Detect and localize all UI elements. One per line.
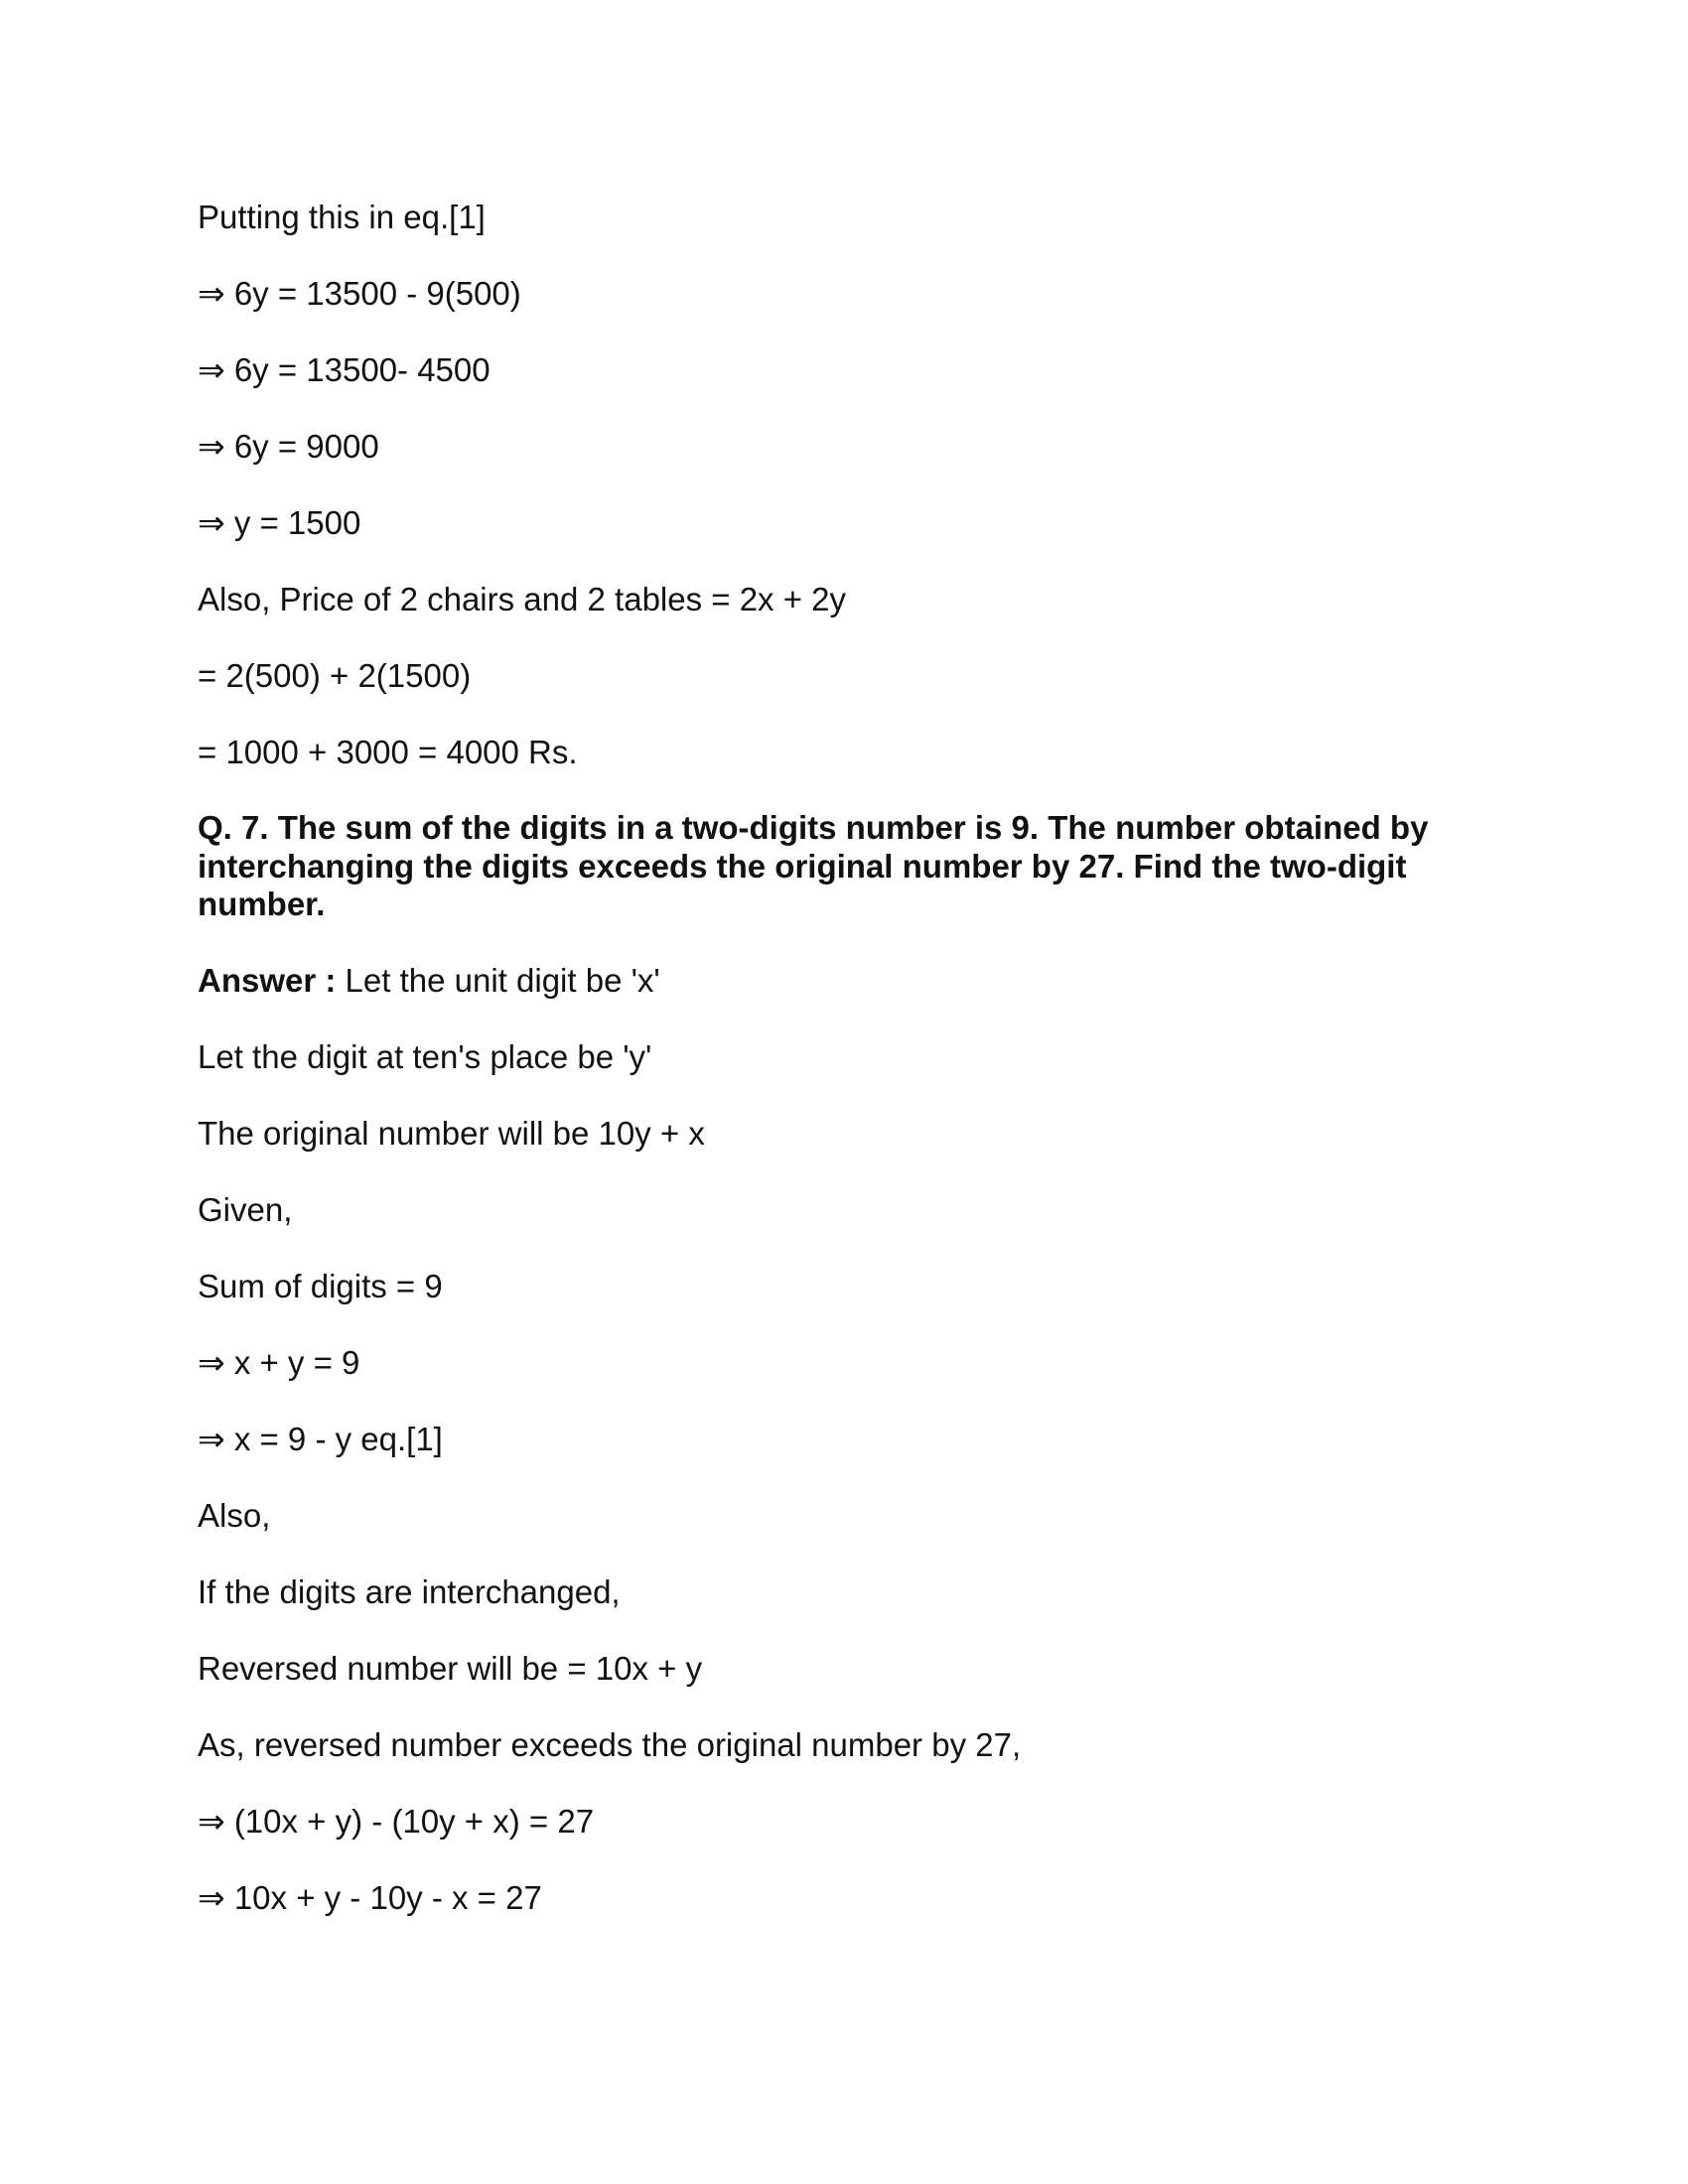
text-line: Let the digit at ten's place be 'y'	[198, 1038, 652, 1075]
text-line: Reversed number will be = 10x + y	[198, 1650, 703, 1687]
answer-line	[198, 961, 660, 1001]
text-line: Also,	[198, 1497, 271, 1534]
text-line: Given,	[198, 1191, 293, 1228]
equation-line: = 1000 + 3000 = 4000 Rs.	[198, 734, 578, 770]
equation-line: ⇒ 10x + y - 10y - x = 27	[198, 1879, 542, 1916]
text-line: As, reversed number exceeds the original number by 27,	[198, 1726, 1022, 1763]
equation-line: ⇒ x = 9 - y eq.[1]	[198, 1421, 443, 1457]
text-line: The original number will be 10y + x	[198, 1115, 705, 1152]
equation-line: ⇒ 6y = 13500 - 9(500)	[198, 275, 521, 312]
equation-line: ⇒ 6y = 9000	[198, 428, 379, 465]
text-line: Sum of digits = 9	[198, 1268, 443, 1304]
answer-label: Answer :	[198, 962, 337, 999]
text-line: If the digits are interchanged,	[198, 1573, 621, 1610]
text-line: Putting this in eq.[1]	[198, 199, 486, 235]
equation-line: = 2(500) + 2(1500)	[198, 657, 472, 694]
question-heading: Q. 7. The sum of the digits in a two-digits number is 9. The number obtained by interchanging the digits exceeds the original number by 27. Find the two-digit number.	[198, 809, 1429, 922]
equation-line: ⇒ y = 1500	[198, 504, 361, 541]
equation-line: ⇒ x + y = 9	[198, 1344, 360, 1381]
equation-line: ⇒ 6y = 13500- 4500	[198, 351, 491, 388]
answer-text: Let the unit digit be 'x'	[336, 962, 660, 999]
equation-line: ⇒ (10x + y) - (10y + x) = 27	[198, 1803, 595, 1840]
text-line: Also, Price of 2 chairs and 2 tables = 2x + 2y	[198, 581, 847, 617]
